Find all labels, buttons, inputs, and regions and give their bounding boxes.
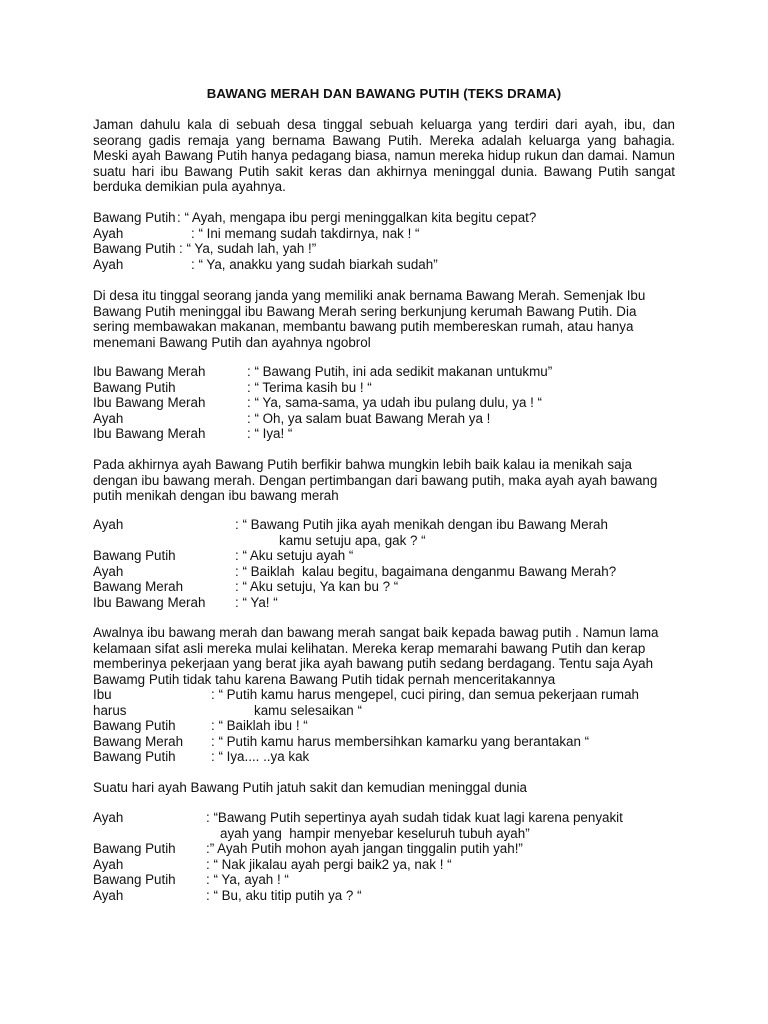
- dialogue-row: [93, 718, 693, 734]
- dialogue-line: : “ Terima kasih bu ! “: [247, 379, 372, 395]
- dialogue-row: [93, 257, 693, 273]
- speaker: Ayah: [93, 225, 124, 241]
- dialogue-line: : “ Baiklah ibu ! “: [211, 718, 308, 734]
- dialogue-row: [93, 364, 693, 380]
- dialogue-row: [93, 564, 693, 580]
- speaker: Ayah: [93, 517, 124, 532]
- dialogue-line: : “ Nak jikalau ayah pergi baik2 ya, nak ! “: [206, 856, 452, 872]
- dialogue-block-1: [93, 210, 693, 272]
- dialogue-row: [93, 395, 693, 411]
- dialogue-line: : “ Bawang Putih, ini ada sedikit makanan untukmu”: [247, 364, 553, 379]
- dialogue-row: [93, 595, 693, 611]
- dialogue-line: : “ Aku setuju, Ya kan bu ? “: [235, 579, 399, 595]
- dialogue-row: [93, 734, 693, 750]
- speaker: Ayah: [93, 563, 124, 579]
- speaker: Ayah: [93, 810, 124, 825]
- dialogue-line: : “ Ya, anakku yang sudah biarkah sudah”: [191, 256, 438, 272]
- dialogue-line: : “ Oh, ya salam buat Bawang Merah ya !: [247, 410, 491, 426]
- speaker: Ayah: [93, 856, 124, 872]
- dialogue-line: :” Ayah Putih mohon ayah jangan tinggalin putih yah!”: [206, 841, 523, 857]
- dialogue-row: [93, 226, 693, 242]
- speaker: Ibu Bawang Merah: [93, 426, 206, 442]
- dialogue-row: [93, 517, 693, 548]
- document-title: BAWANG MERAH DAN BAWANG PUTIH (TEKS DRAMA): [206, 86, 562, 101]
- dialogue-block-5: [93, 810, 693, 904]
- speaker: Ibu Bawang Merah: [93, 364, 206, 379]
- speaker: Bawang Merah: [93, 579, 184, 595]
- speaker: Bawang Putih: [93, 749, 176, 765]
- dialogue-line: : “ Aku setuju ayah “: [235, 548, 354, 564]
- dialogue-block-2: [93, 364, 693, 442]
- dialogue-row: [93, 749, 693, 765]
- dialogue-row: [93, 210, 693, 226]
- dialogue-row: [93, 380, 693, 396]
- dialogue-line: : “Bawang Putih sepertinya ayah sudah tidak kuat lagi karena penyakit: [206, 810, 623, 825]
- dialogue-row: [93, 872, 693, 888]
- speaker: Ayah: [93, 256, 124, 272]
- dialogue-line: : “ Ya! “: [235, 594, 278, 610]
- dialogue-row: [93, 841, 693, 857]
- dialogue-line: : “ Putih kamu harus membersihkan kamarku yang berantakan “: [211, 733, 590, 749]
- speaker: Ibu Bawang Merah: [93, 594, 206, 610]
- dialogue-row: [93, 687, 693, 718]
- speaker-continued: harus: [93, 702, 127, 718]
- dialogue-line: : “ Ya, sama-sama, ya udah ibu pulang dulu, ya ! “: [247, 395, 543, 411]
- dialogue-row: [93, 888, 693, 904]
- dialogue-line: : “ Ya, sudah lah, yah !”: [179, 241, 317, 257]
- dialogue-row: [93, 426, 693, 442]
- dialogue-block-4: [93, 687, 693, 765]
- dialogue-row: [93, 579, 693, 595]
- dialogue-line: : “ Baiklah kalau begitu, bagaimana denganmu Bawang Merah?: [235, 563, 617, 579]
- paragraph-4: Awalnya ibu bawang merah dan bawang merah sangat baik kepada bawag putih . Namun lama kelamaan sifat asli mereka mulai kelihatan. Mereka kerap memarahi bawang Putih dan kerap memberinya pekerjaan yang berat jika ayah bawang putih sedang berdagang. Tentu saja Ayah Bawamg Putih tidak tahu karena Bawang Putih tidak pernah menceritakannya: [93, 625, 659, 687]
- speaker: Ayah: [93, 410, 124, 426]
- dialogue-row: [93, 548, 693, 564]
- dialogue-line-continued: kamu setuju apa, gak ? “: [279, 532, 426, 548]
- dialogue-line: : “ Ya, ayah ! “: [206, 872, 289, 888]
- dialogue-row: [93, 411, 693, 427]
- dialogue-row: [93, 810, 693, 841]
- dialogue-row: [93, 857, 693, 873]
- dialogue-line: : “ Putih kamu harus mengepel, cuci piring, dan semua pekerjaan rumah: [211, 687, 639, 702]
- dialogue-line-continued: kamu selesaikan “: [254, 702, 362, 718]
- dialogue-line: : “ Iya! “: [247, 426, 293, 442]
- dialogue-line: : “ Ini memang sudah takdirnya, nak ! “: [191, 225, 420, 241]
- dialogue-row: [93, 241, 693, 257]
- speaker: Ayah: [93, 887, 124, 903]
- dialogue-line: : “ Ayah, mengapa ibu pergi meninggalkan kita begitu cepat?: [177, 210, 537, 225]
- speaker: Bawang Merah: [93, 733, 184, 749]
- speaker: Bawang Putih: [93, 548, 176, 564]
- speaker: Ibu: [93, 687, 112, 702]
- dialogue-line: : “ Bu, aku titip putih ya ? “: [206, 887, 362, 903]
- speaker: Bawang Putih: [93, 379, 176, 395]
- speaker: Bawang Putih: [93, 872, 176, 888]
- paragraph-2: Di desa itu tinggal seorang janda yang memiliki anak bernama Bawang Merah. Semenjak Ibu Bawang Putih meninggal ibu Bawang Merah sering berkunjung kerumah Bawang Putih. Dia sering membawakan makanan, membantu bawang putih membereskan rumah, atau hanya menemani Bawang Putih dan ayahnya ngobrol: [93, 288, 646, 350]
- speaker: Ibu Bawang Merah: [93, 395, 206, 411]
- speaker: Bawang Putih: [93, 210, 176, 225]
- paragraph-1: Jaman dahulu kala di sebuah desa tinggal sebuah keluarga yang terdiri dari ayah, ibu, dan seorang gadis remaja yang bernama Bawang Putih. Mereka adalah keluarga yang bahagia. Meski ayah Bawang Putih hanya pedagang biasa, namun mereka hidup rukun dan damai. Namun suatu hari ibu Bawang Putih sakit keras dan akhirnya meninggal dunia. Bawang Putih sangat berduka demikian pula ayahnya.: [93, 117, 675, 195]
- speaker: Bawang Putih: [93, 718, 176, 734]
- speaker: Bawang Putih: [93, 841, 176, 857]
- dialogue-line: : “ Bawang Putih jika ayah menikah dengan ibu Bawang Merah: [235, 517, 608, 532]
- paragraph-5: Suatu hari ayah Bawang Putih jatuh sakit dan kemudian meninggal dunia: [93, 780, 527, 795]
- paragraph-3: Pada akhirnya ayah Bawang Putih berfikir bahwa mungkin lebih baik kalau ia menikah saja dengan ibu bawang merah. Dengan pertimbangan dari bawang putih, maka ayah ayah bawang putih menikah dengan ibu bawang merah: [93, 457, 658, 504]
- dialogue-line: : “ Iya.... ..ya kak: [211, 749, 310, 765]
- dialogue-line-continued: ayah yang hampir menyebar keseluruh tubuh ayah”: [220, 825, 530, 841]
- speaker: Bawang Putih: [93, 241, 176, 257]
- dialogue-block-3: [93, 517, 693, 611]
